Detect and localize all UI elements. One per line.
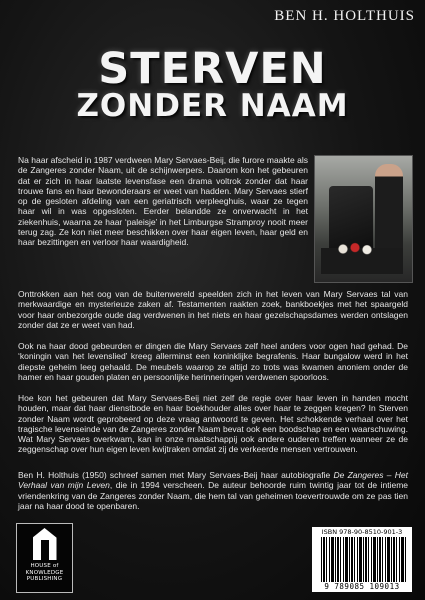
barcode-bars: [321, 537, 407, 582]
blurb-paragraph-1: Na haar afscheid in 1987 verdween Mary Servaes-Beij, die furore maakte als de Zangeres zonder Naam, uit de schijnwerpers. Daarom kon het gebeuren dat er zich in haar laatste levensfase een drama voltrok zonder dat haar trouwe fans en haar bewonderaars er weet van hadden. Mary Servaes stierf op de gesloten afdeling van een geriatrisch verpleeghuis, waar ze tegen haar wil in was opgesloten. Eerder belandde ze onverwacht in het ziekenhuis, waarna ze haar ‘paleisje’ in het Limburgse Stramproy nooit meer terug zag. Ze kon niet meer beschikken over haar eigen leven, haar geld en haar bezittingen en verloor haar waardigheid.: [18, 155, 308, 248]
grave-photo: [314, 155, 413, 283]
book-title-1: De Zangeres: [333, 470, 384, 480]
isbn-label: ISBN 978-90-8510-901-3: [321, 528, 403, 536]
bio-text-start: Ben H. Holthuis (1950) schreef samen met Mary Servaes-Beij haar autobiografie: [18, 470, 334, 480]
blurb-paragraph-4: Hoe kon het gebeuren dat Mary Servaes-Beij niet zelf de regie over haar leven in handen mocht houden, maar dat haar dienstbode en haar boekhouder alles over haar te zeggen kregen? In Sterven zonder Naam wordt geprobeerd op deze vraag antwoord te geven. Het schokkende verhaal over het tragische levenseinde van de Zangeres zonder Naam bevat ook een boodschap en een waarschuwing. Wat Mary Servaes overkwam, kan in onze maatschappij ook andere ouderen treffen wanneer ze de zeggenschap over hun eigen leven kwijtraken omdat zij de verkeerde mensen vertrouwen.: [18, 393, 408, 455]
person-figure: [375, 164, 403, 254]
publisher-line1: HOUSE of: [30, 563, 59, 569]
blurb-paragraph-3: Ook na haar dood gebeurden er dingen die Mary Servaes zelf heel anders voor ogen had gehad. De ‘koningin van het levenslied’ kreeg allerminst een koninklijke begrafenis. Haar bungalow werd in het diepste geheim leeg gehaald. De meubels waarop ze altijd zo trots was kwamen anoniem onder de hamer en haar gouden platen en persoonlijke herinneringen verdwenen spoorloos.: [18, 341, 408, 382]
lighthouse-icon: [33, 528, 57, 560]
blurb-paragraph-2: Onttrokken aan het oog van de buitenwereld speelden zich in het leven van Mary Servaes tal van merkwaardige en mysterieuze zaken af. Testamenten raakten zoek, bankboekjes met het spaargeld voor haar onbezorgde oude dag verdwenen in het niets en haar gezelschapsdames werden ontslagen zonder dat ze er weet van had.: [18, 289, 408, 330]
ean-number: 9 789085 109013: [312, 582, 412, 591]
publisher-logo: [16, 523, 73, 593]
flowers: [335, 242, 375, 256]
bio-text-end: , die in 1994 verscheen. De auteur behoorde ruim twintig jaar tot de intieme vriendenkring van de Zangeres zonder Naam, die hem tal van geheimen toevertrouwde om ze pas tien jaar na haar dood te openbaren.: [18, 480, 408, 511]
book-title-2: Het Verhaal van mijn Leven: [18, 470, 408, 491]
book-title-line1: STERVEN: [98, 44, 327, 94]
book-title-line2: ZONDER NAAM: [76, 88, 349, 124]
publisher-line2: KNOWLEDGE: [25, 569, 64, 576]
author-bio: [18, 470, 408, 511]
gravestone-shape: [329, 186, 373, 248]
barcode: [312, 527, 412, 592]
author-name: BEN H. HOLTHUIS: [274, 8, 415, 24]
bio-dash: –: [383, 470, 395, 480]
publisher-line3: PUBLISHING: [26, 576, 63, 582]
publisher-name: [26, 563, 64, 583]
